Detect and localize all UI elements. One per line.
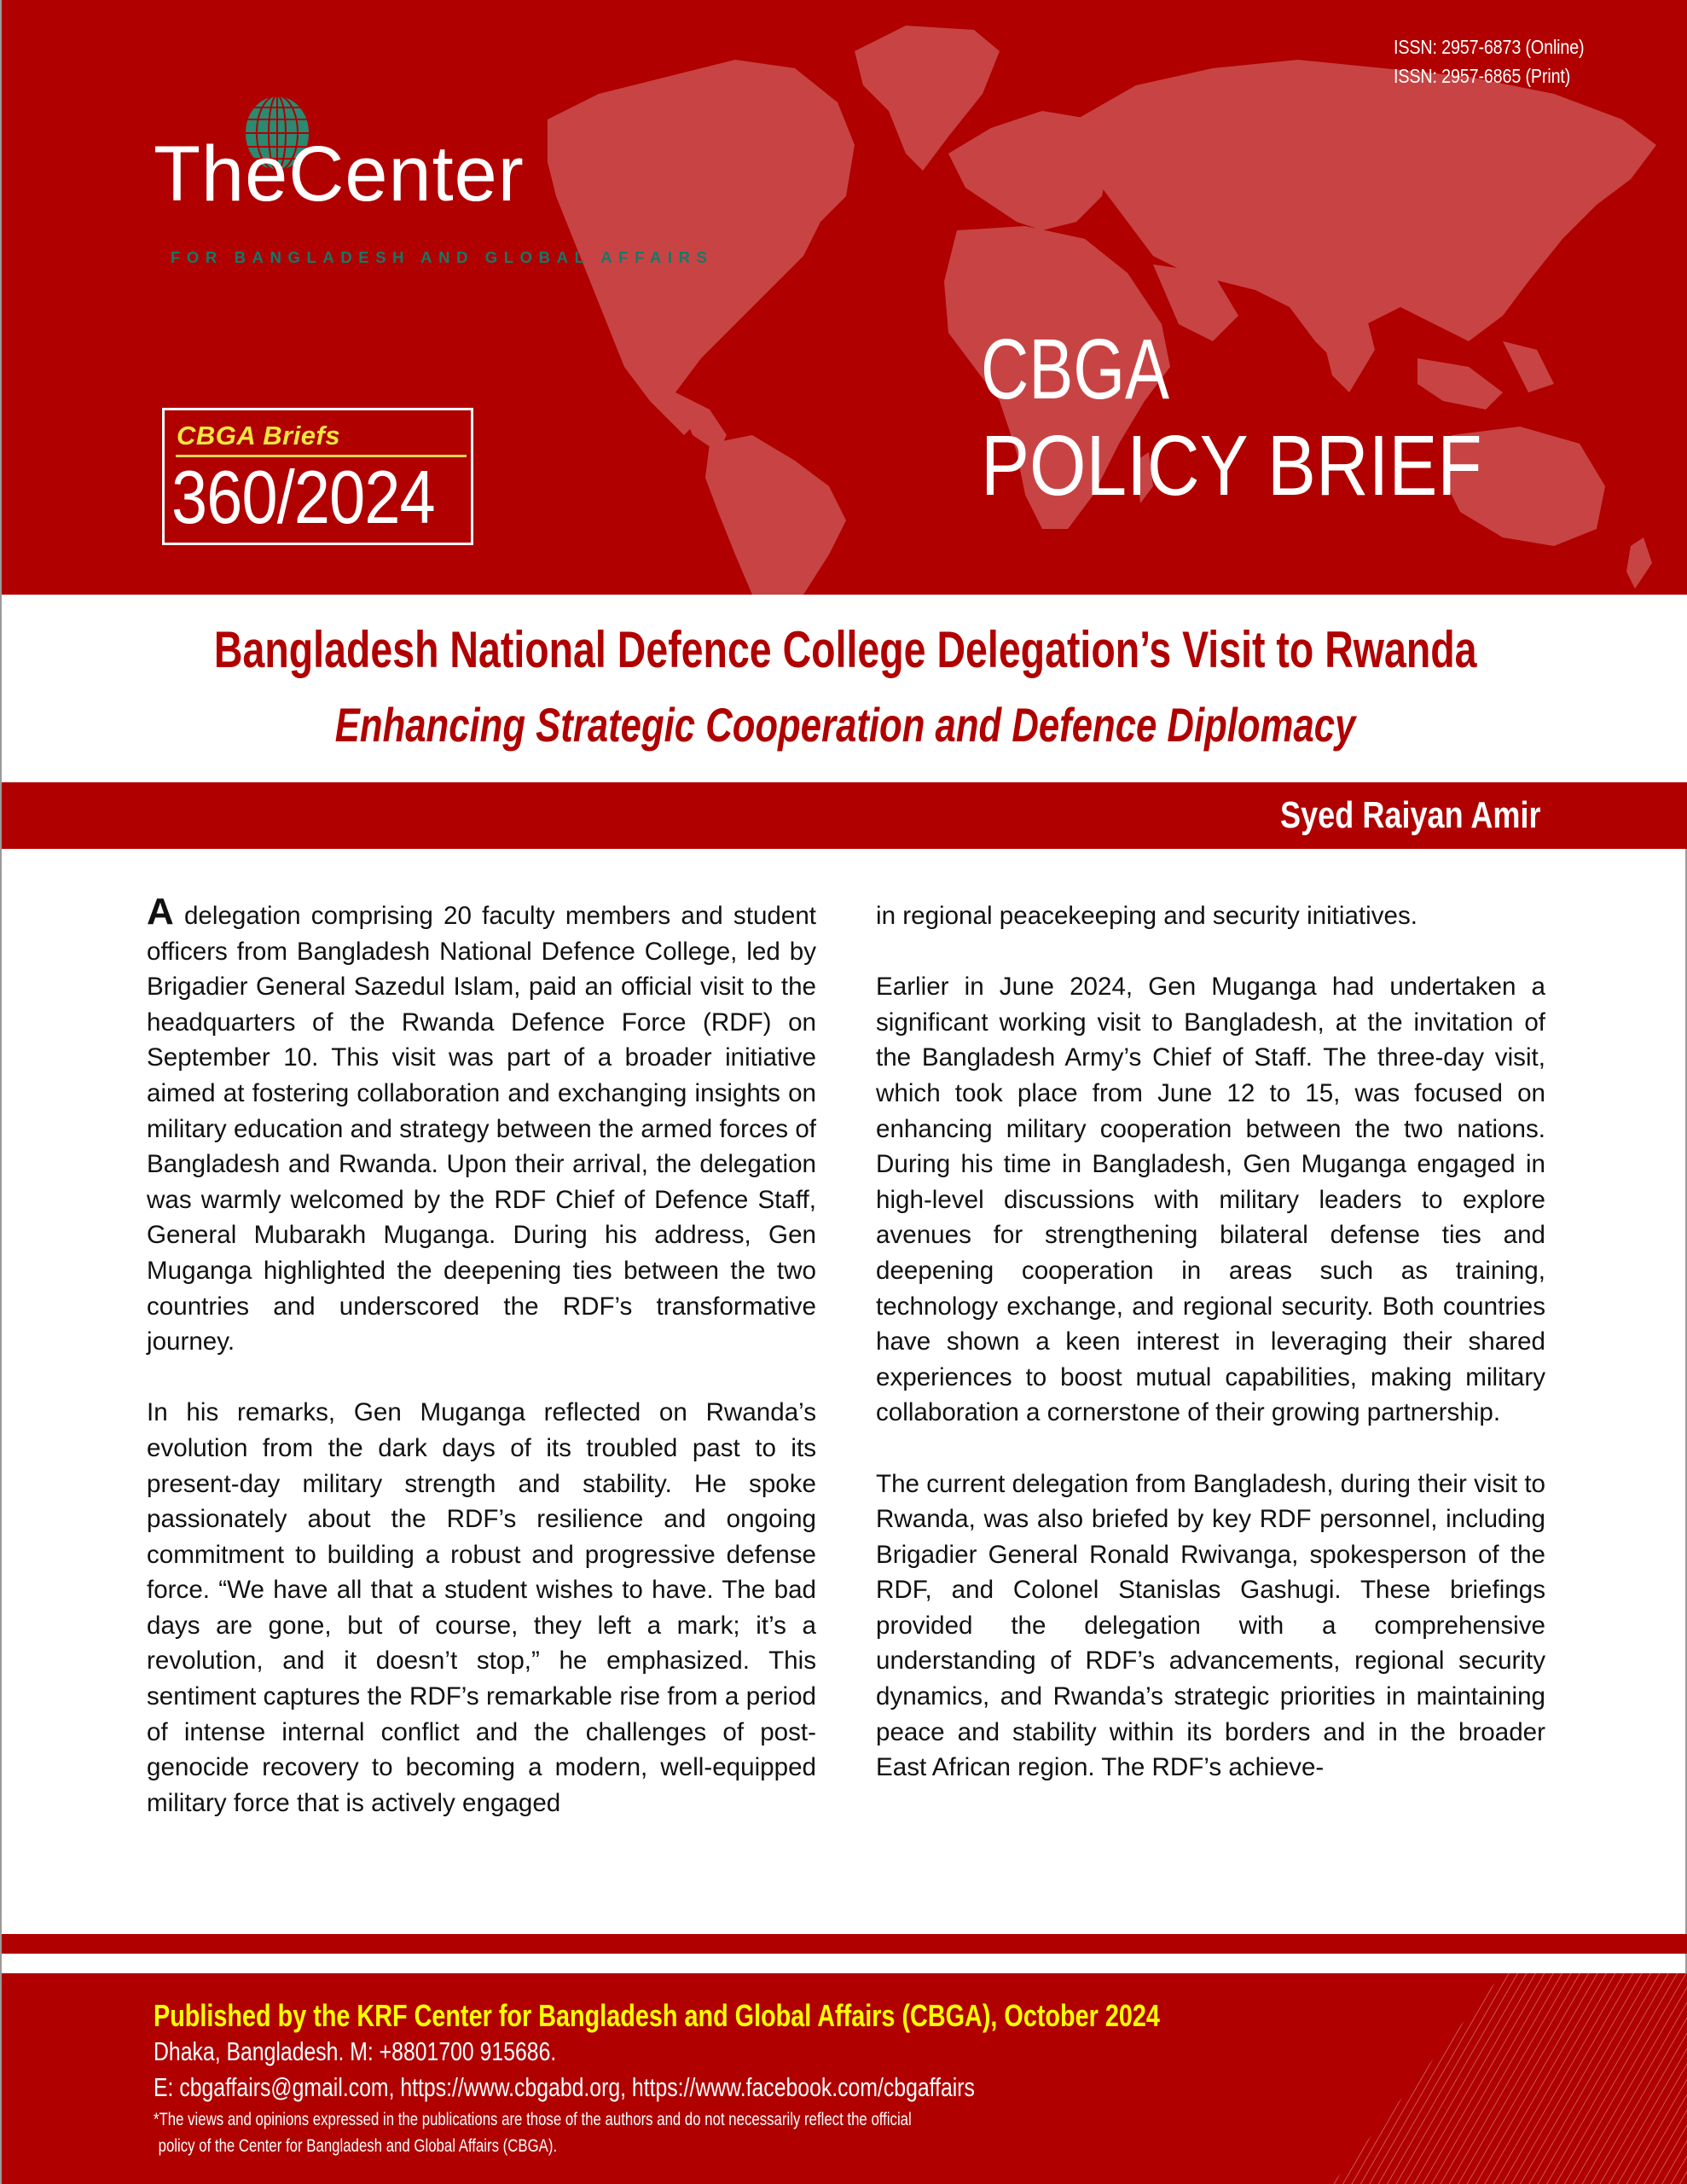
author-name: Syed Raiyan Amir: [1280, 794, 1541, 836]
doc-type-line2: POLICY BRIEF: [981, 418, 1482, 514]
paragraph: [147, 891, 816, 1360]
title-band: [2, 595, 1687, 782]
disclaimer: [154, 2106, 912, 2159]
paragraph: Earlier in June 2024, Gen Muganga had undertaken a significant working visit to Bangladesh, at the invitation of the Bangladesh Army’s Chief of Staff. The three-day visit, which took place from June 12 to 15, was focused on enhancing military cooperation between the two nations. During his time in Bangladesh, Gen Muganga engaged in high-level discussions with military leaders to explore avenues for strengthening bilateral defense ties and deepening cooperation in areas such as training, technology exchange, and regional security. Both countries have shown a keen interest in leveraging their shared experiences to boost mutual capabilities, making military collaboration a cornerstone of their growing partnership.: [876, 973, 1545, 1427]
publisher-line: Published by the KRF Center for Bangladesh and Global Affairs (CBGA), October 2024: [154, 1998, 1160, 2033]
paragraph: The current delegation from Bangladesh, during their visit to Rwanda, was also briefed by key RDF personnel, including Brigadier General Ronald Rwivanga, spokesperson of the RDF, and Colonel Stanislas Gashugi. These briefings provided the delegation with a comprehensive understanding of RDF’s advancements, regional security dynamics, and Rwanda’s strategic priorities in maintaining peace and stability within its borders and in the broader East African region. The RDF’s achieve-: [876, 1469, 1545, 1782]
address-line: Dhaka, Bangladesh. M: +8801700 915686.: [154, 2036, 557, 2066]
page-subtitle: [2, 697, 1687, 753]
logo-subtitle: FOR BANGLADESH AND GLOBAL AFFAIRS: [171, 248, 714, 266]
paragraph: In his remarks, Gen Muganga reflected on Rwanda’s evolution from the dark days of its troubled past to its present-day military strength and stability. He spoke passionately about the RDF’s resilience and ongoing commitment to building a robust and progressive defense force. “We have all that a student wishes to have. The bad days are gone, but of course, they left a mark; it’s a revolution, and it doesn’t stop,” he emphasized. This sentiment captures the RDF’s remarkable rise from a period of intense internal conflict and the challenges of post-genocide recovery to becoming a modern, well-equipped military force that is actively engaged: [147, 1398, 816, 1817]
paragraph: in regional peacekeeping and security initiatives.: [876, 902, 1418, 930]
page-subtitle-text: Enhancing Strategic Cooperation and Defence Diplomacy: [334, 698, 1356, 752]
drop-cap: A: [147, 891, 174, 932]
body-column-left: [147, 891, 816, 1856]
disclaimer-line1: *The views and opinions expressed in the publications are those of the authors and do not necessarily reflect the official: [154, 2110, 912, 2129]
author-band: [2, 782, 1687, 849]
page-title-text: Bangladesh National Defence College Delegation’s Visit to Rwanda: [213, 621, 1477, 678]
series-label: CBGA Briefs: [177, 421, 341, 450]
issn-online: ISSN: 2957-6873 (Online): [1394, 36, 1585, 58]
paragraph-text: delegation comprising 20 faculty members and student officers from Bangladesh National Defence College, led by Brigadier General Sazedul Islam, paid an official visit to the headquarters of the Rwanda Defence Force (RDF) on September 10. This visit was part of a broader initiative aimed at fostering collaboration and exchanging insights on military education and strategy between the armed forces of Bangladesh and Rwanda. Upon their arrival, the delegation was warmly welcomed by the RDF Chief of Defence Staff, General Mubarakh Muganga. During his address, Gen Muganga highlighted the deepening ties between the two countries and underscored the RDF’s transformative journey.: [147, 902, 816, 1356]
contact-links[interactable]: E: cbgaffairs@gmail.com, https://www.cbgabd.org, https://www.facebook.com/cbgaffairs: [154, 2072, 975, 2102]
footer-separator-bar: [2, 1934, 1687, 1954]
issn-block: [1394, 32, 1584, 90]
body-column-right: [876, 898, 1545, 1821]
issn-print: ISSN: 2957-6865 (Print): [1394, 65, 1571, 87]
doc-type-line1: CBGA: [981, 322, 1170, 417]
header-banner: [2, 0, 1687, 595]
series-number: 360/2024: [171, 455, 435, 539]
footer: [2, 1973, 1687, 2184]
disclaimer-line2: policy of the Center for Bangladesh and Global Affairs (CBGA).: [158, 2136, 558, 2156]
logo-wordmark: TheCenter: [154, 131, 525, 218]
page-title: [2, 620, 1687, 680]
series-badge: [162, 408, 473, 545]
